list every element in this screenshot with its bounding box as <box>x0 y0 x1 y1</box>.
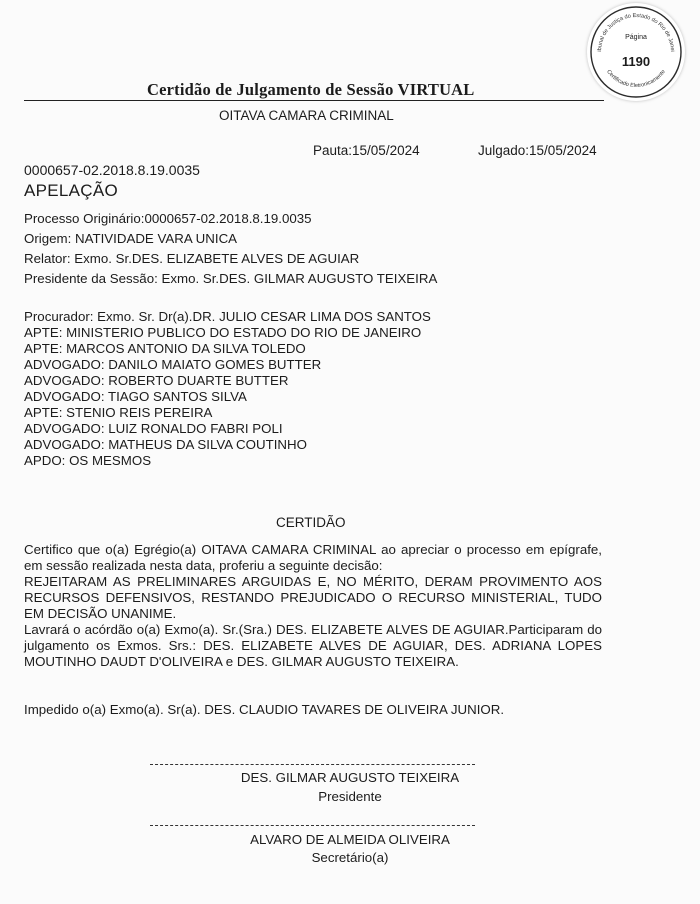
title-divider <box>24 100 604 101</box>
certidao-acordao: Lavrará o acórdão o(a) Exmo(a). Sr.(Sra.) DES. ELIZABETE ALVES DE AGUIAR.Participaram do julgamento os Exmos. Srs.: DES. ELIZABETE ALVES DE AGUIAR, DES. ADRIANA LOPES MOUTINHO DAUDT D'OLIVEIRA e DES. GILMAR AUGUSTO TEIXEIRA. <box>24 622 602 669</box>
certidao-decision: REJEITARAM AS PRELIMINARES ARGUIDAS E, NO MÉRITO, DERAM PROVIMENTO AOS RECURSOS DEFENSIVOS, RESTANDO PREJUDICADO O RECURSO MINISTERIAL, TUDO EM DECISÃO UNANIME. <box>24 574 602 621</box>
session-president: Presidente da Sessão: Exmo. Sr.DES. GILMAR AUGUSTO TEIXEIRA <box>24 271 438 286</box>
pauta-date: Pauta:15/05/2024 <box>313 143 420 158</box>
party-line: ADVOGADO: LUIZ RONALDO FABRI POLI <box>24 421 283 436</box>
certidao-heading: CERTIDÃO <box>276 515 346 530</box>
origin: Origem: NATIVIDADE VARA UNICA <box>24 231 238 246</box>
signatory-name: ALVARO DE ALMEIDA OLIVEIRA <box>250 832 450 847</box>
signatory-role: Presidente <box>318 789 382 804</box>
stamp-arc-top: ibunal de Justiça do Estado do Rio de Janei <box>596 12 676 52</box>
signature-line <box>150 764 475 765</box>
party-line: Procurador: Exmo. Sr. Dr(a).DR. JULIO CESAR LIMA DOS SANTOS <box>24 309 431 324</box>
certidao-intro: Certifico que o(a) Egrégio(a) OITAVA CAMARA CRIMINAL ao apreciar o processo em epígrafe, em sessão realizada nesta data, proferiu a seguinte decisão: <box>24 542 602 573</box>
party-line: APTE: STENIO REIS PEREIRA <box>24 405 213 420</box>
svg-text:Certificado Eletronicamente <box>605 69 667 89</box>
stamp-ring <box>587 3 685 101</box>
origin-process: Processo Originário:0000657-02.2018.8.19.0035 <box>24 211 312 226</box>
party-line: APTE: MINISTERIO PUBLICO DO ESTADO DO RIO DE JANEIRO <box>24 325 422 340</box>
julgado-date: Julgado:15/05/2024 <box>478 143 597 158</box>
party-line: ADVOGADO: MATHEUS DA SILVA COUTINHO <box>24 437 307 452</box>
chamber-name: OITAVA CAMARA CRIMINAL <box>219 108 394 123</box>
party-line: ADVOGADO: DANILO MAIATO GOMES BUTTER <box>24 357 322 372</box>
party-line: APTE: MARCOS ANTONIO DA SILVA TOLEDO <box>24 341 306 356</box>
process-number: 0000657-02.2018.8.19.0035 <box>24 162 200 178</box>
stamp-arc-bottom: Certificado Eletronicamente <box>605 68 667 90</box>
signatory-role: Secretário(a) <box>311 850 389 865</box>
stamp-page-label: Página <box>625 34 647 41</box>
certidao-impedido: Impedido o(a) Exmo(a). Sr(a). DES. CLAUDIO TAVARES DE OLIVEIRA JUNIOR. <box>24 702 505 717</box>
document-title: Certidão de Julgamento de Sessão VIRTUAL <box>147 80 475 99</box>
electronic-certification-stamp <box>587 3 685 101</box>
party-line: ADVOGADO: ROBERTO DUARTE BUTTER <box>24 373 289 388</box>
party-line: ADVOGADO: TIAGO SANTOS SILVA <box>24 389 247 404</box>
party-line: APDO: OS MESMOS <box>24 453 152 468</box>
relator: Relator: Exmo. Sr.DES. ELIZABETE ALVES DE AGUIAR <box>24 251 360 266</box>
process-class: APELAÇÃO <box>24 181 119 200</box>
signatory-name: DES. GILMAR AUGUSTO TEIXEIRA <box>240 770 460 785</box>
stamp-page-number: 1190 <box>621 54 651 69</box>
svg-text:Tribunal de Justiça do Estado <box>587 3 675 52</box>
signature-line <box>150 825 475 826</box>
